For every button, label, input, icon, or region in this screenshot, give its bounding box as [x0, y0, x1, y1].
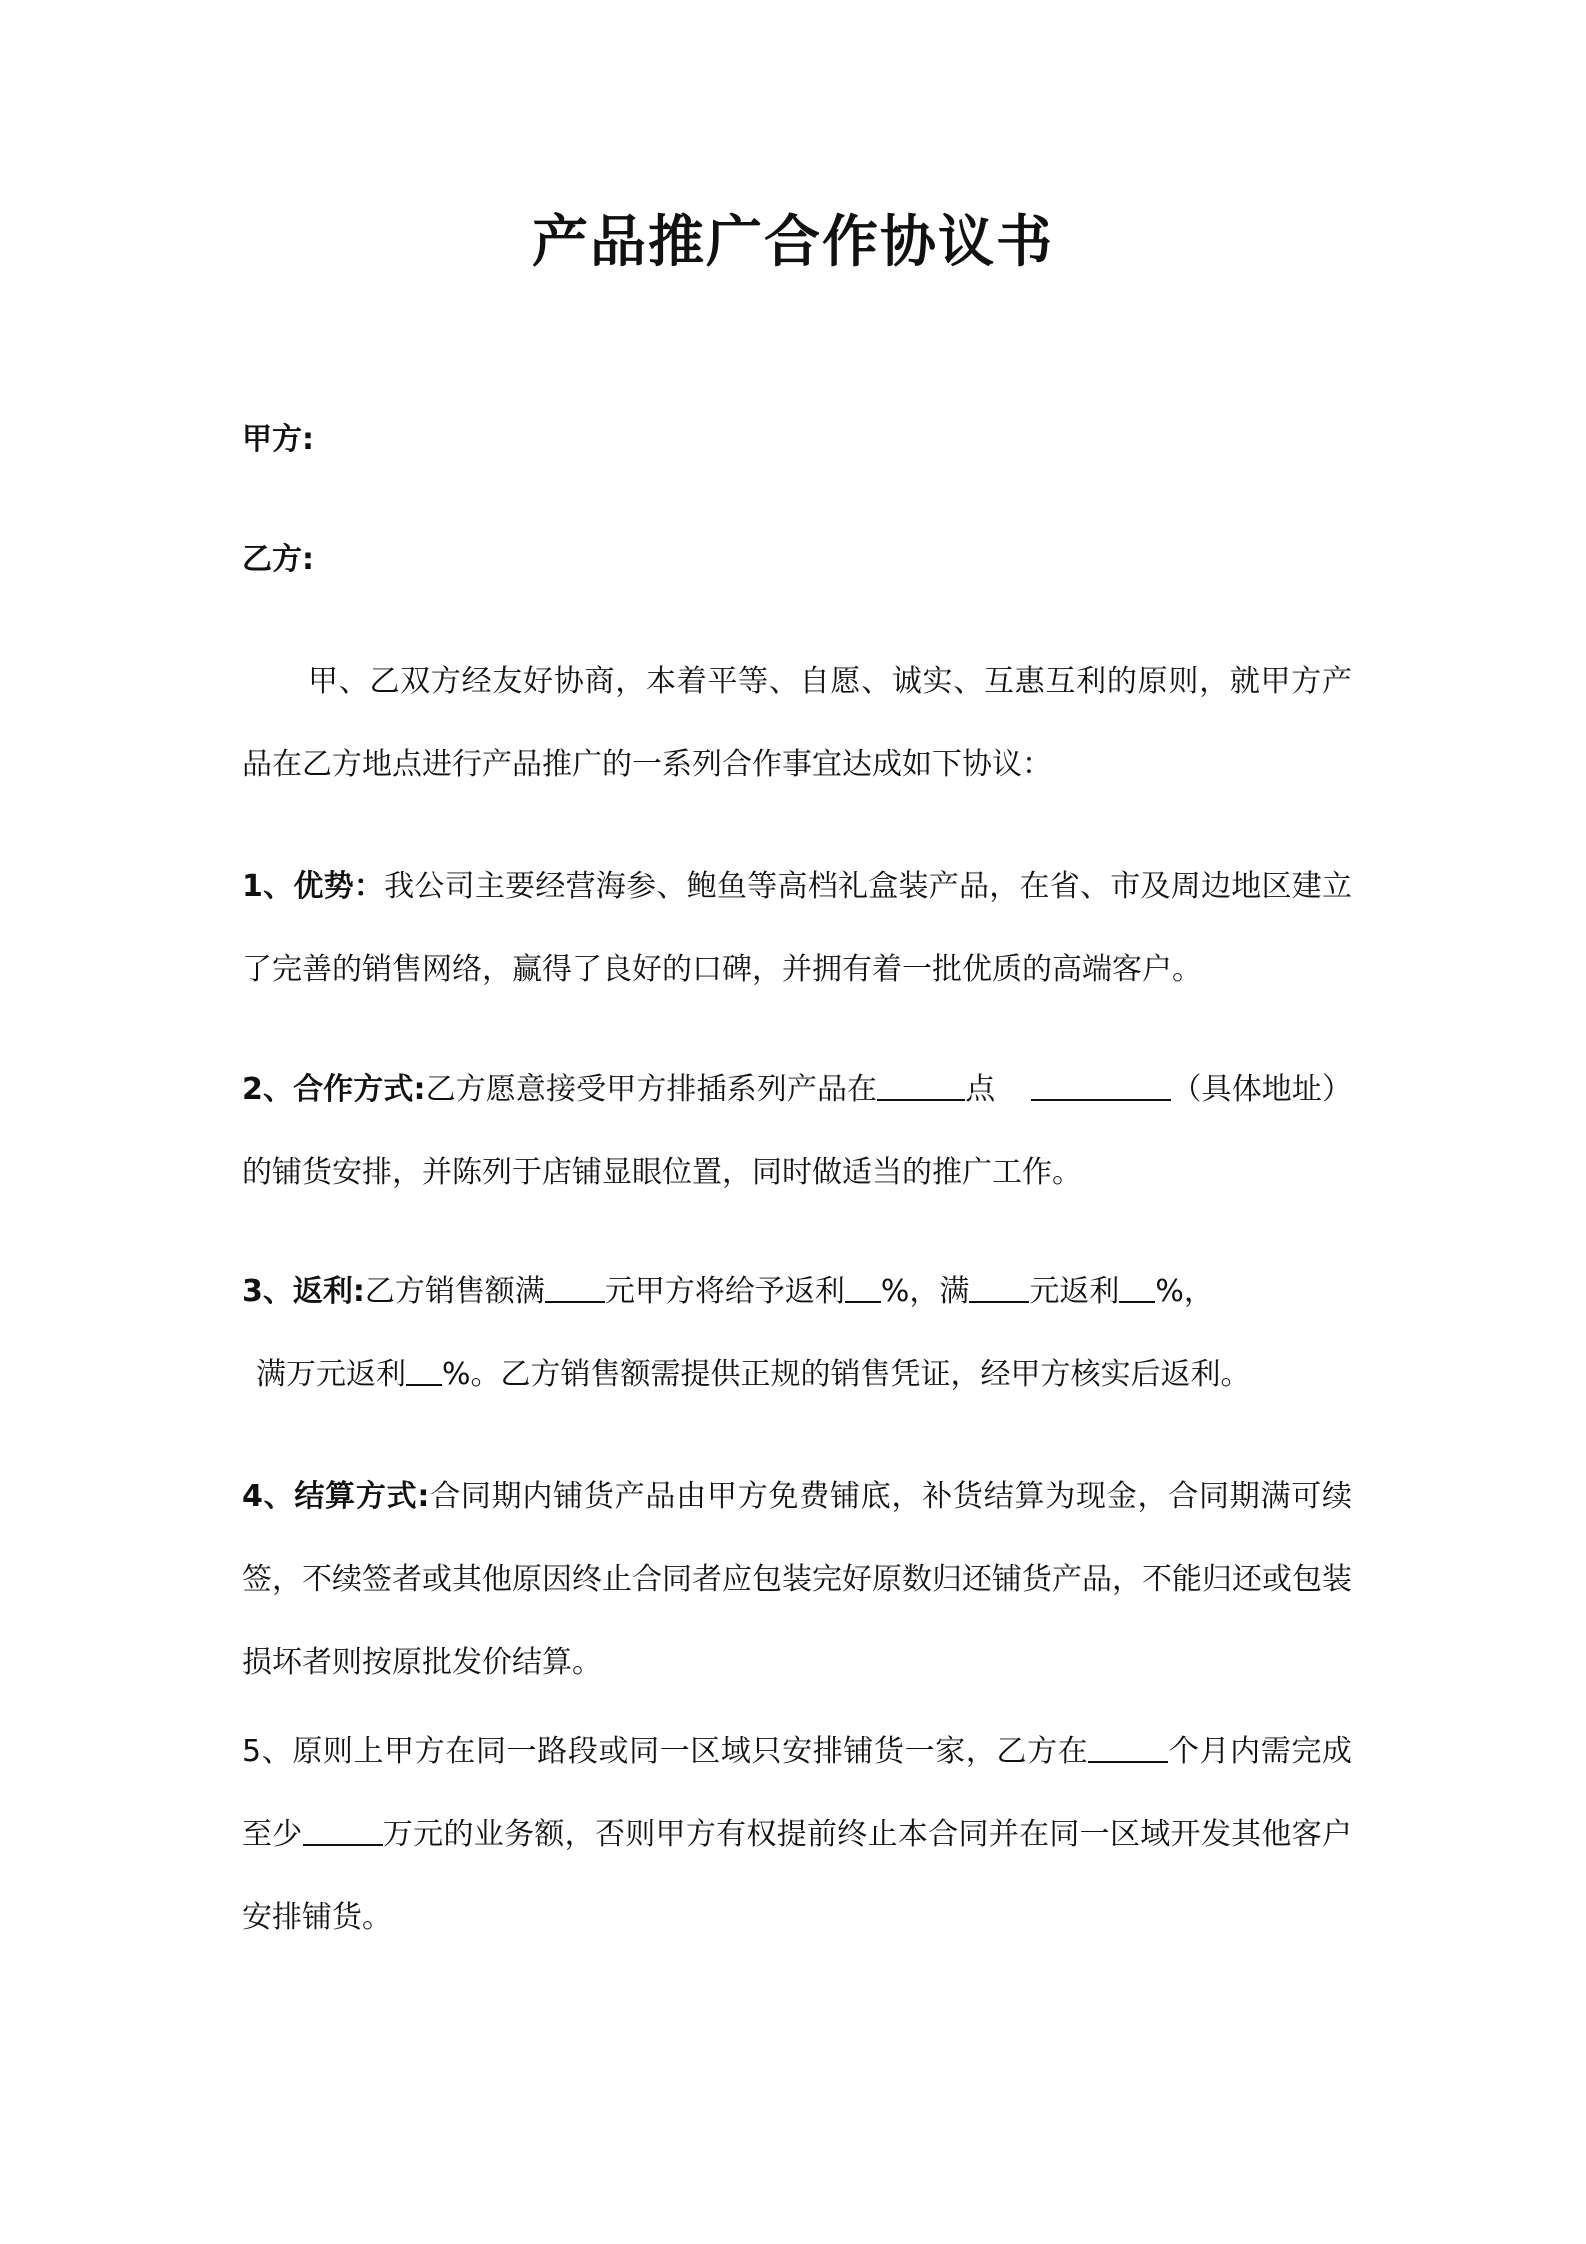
intro-paragraph: 甲、乙双方经友好协商，本着平等、自愿、诚实、互惠互利的原则，就甲方产品在乙方地点进行产品推广的一系列合作事宜达成如下协议：	[242, 664, 1352, 782]
blank-field	[545, 1271, 605, 1303]
clause-3-text-1: 乙方销售额满	[364, 1274, 545, 1309]
party-b-label: 乙方:	[242, 542, 314, 577]
blank-field	[877, 1069, 965, 1101]
clause-3-label: 3、返利:	[242, 1274, 365, 1309]
clause-4-text: 合同期内铺货产品由甲方免费铺底，补货结算为现金，合同期满可续签，不续签者或其他原因终止合同者应包装完好原数归还铺货产品，不能归还或包装损坏者则按原批发价结算。	[242, 1479, 1353, 1680]
party-a-label: 甲方:	[242, 422, 314, 457]
blank-field	[1031, 1069, 1171, 1101]
clause-2-text-3: （具体地址）的铺货安排，并陈列于店铺显眼位置，同时做适当的推广工作。	[242, 1072, 1353, 1190]
document-title: 产品推广合作协议书	[532, 210, 1054, 275]
blank-field	[1119, 1271, 1155, 1303]
blank-field	[406, 1354, 442, 1386]
blank-field	[303, 1814, 383, 1846]
clause-3	[242, 1250, 1352, 1416]
clause-1-text: 我公司主要经营海参、鲍鱼等高档礼盒装产品，在省、市及周边地区建立了完善的销售网络，赢得了良好的口碑，并拥有着一批优质的高端客户。	[242, 869, 1353, 987]
clause-1	[242, 845, 1352, 1011]
blank-field	[1088, 1731, 1168, 1763]
clause-3-text-4: 元返利	[1029, 1274, 1120, 1309]
clause-3-text-3: %，满	[880, 1274, 970, 1309]
clause-5	[242, 1710, 1352, 1959]
clause-3-text-6: 满万元返利	[256, 1357, 406, 1392]
clause-5-text-3: 万元的业务额，否则甲方有权提前终止本合同并在同一区域开发其他客户安排铺货。	[242, 1817, 1353, 1935]
clause-2-label: 2、合作方式:	[242, 1072, 426, 1107]
clause-1-label: 1、优势：	[242, 869, 385, 904]
clause-5-text-2: 个月内需完成至少	[242, 1734, 1353, 1852]
clause-3-text-7: %。乙方销售额需提供正规的销售凭证，经甲方核实后返利。	[442, 1357, 1251, 1392]
clause-2-text-1: 乙方愿意接受甲方排插系列产品在	[425, 1072, 878, 1107]
blank-field	[845, 1271, 881, 1303]
clause-2	[242, 1048, 1352, 1214]
blank-field	[969, 1271, 1029, 1303]
clause-5-text-1: 5、原则上甲方在同一路段或同一区域只安排铺货一家，乙方在	[242, 1734, 1089, 1769]
clause-4	[242, 1455, 1352, 1704]
clause-3-text-5: %，	[1155, 1274, 1214, 1309]
clause-2-text-2: 点	[965, 1072, 996, 1107]
clause-3-text-2: 元甲方将给予返利	[604, 1274, 845, 1309]
clause-4-label: 4、结算方式:	[242, 1479, 430, 1514]
